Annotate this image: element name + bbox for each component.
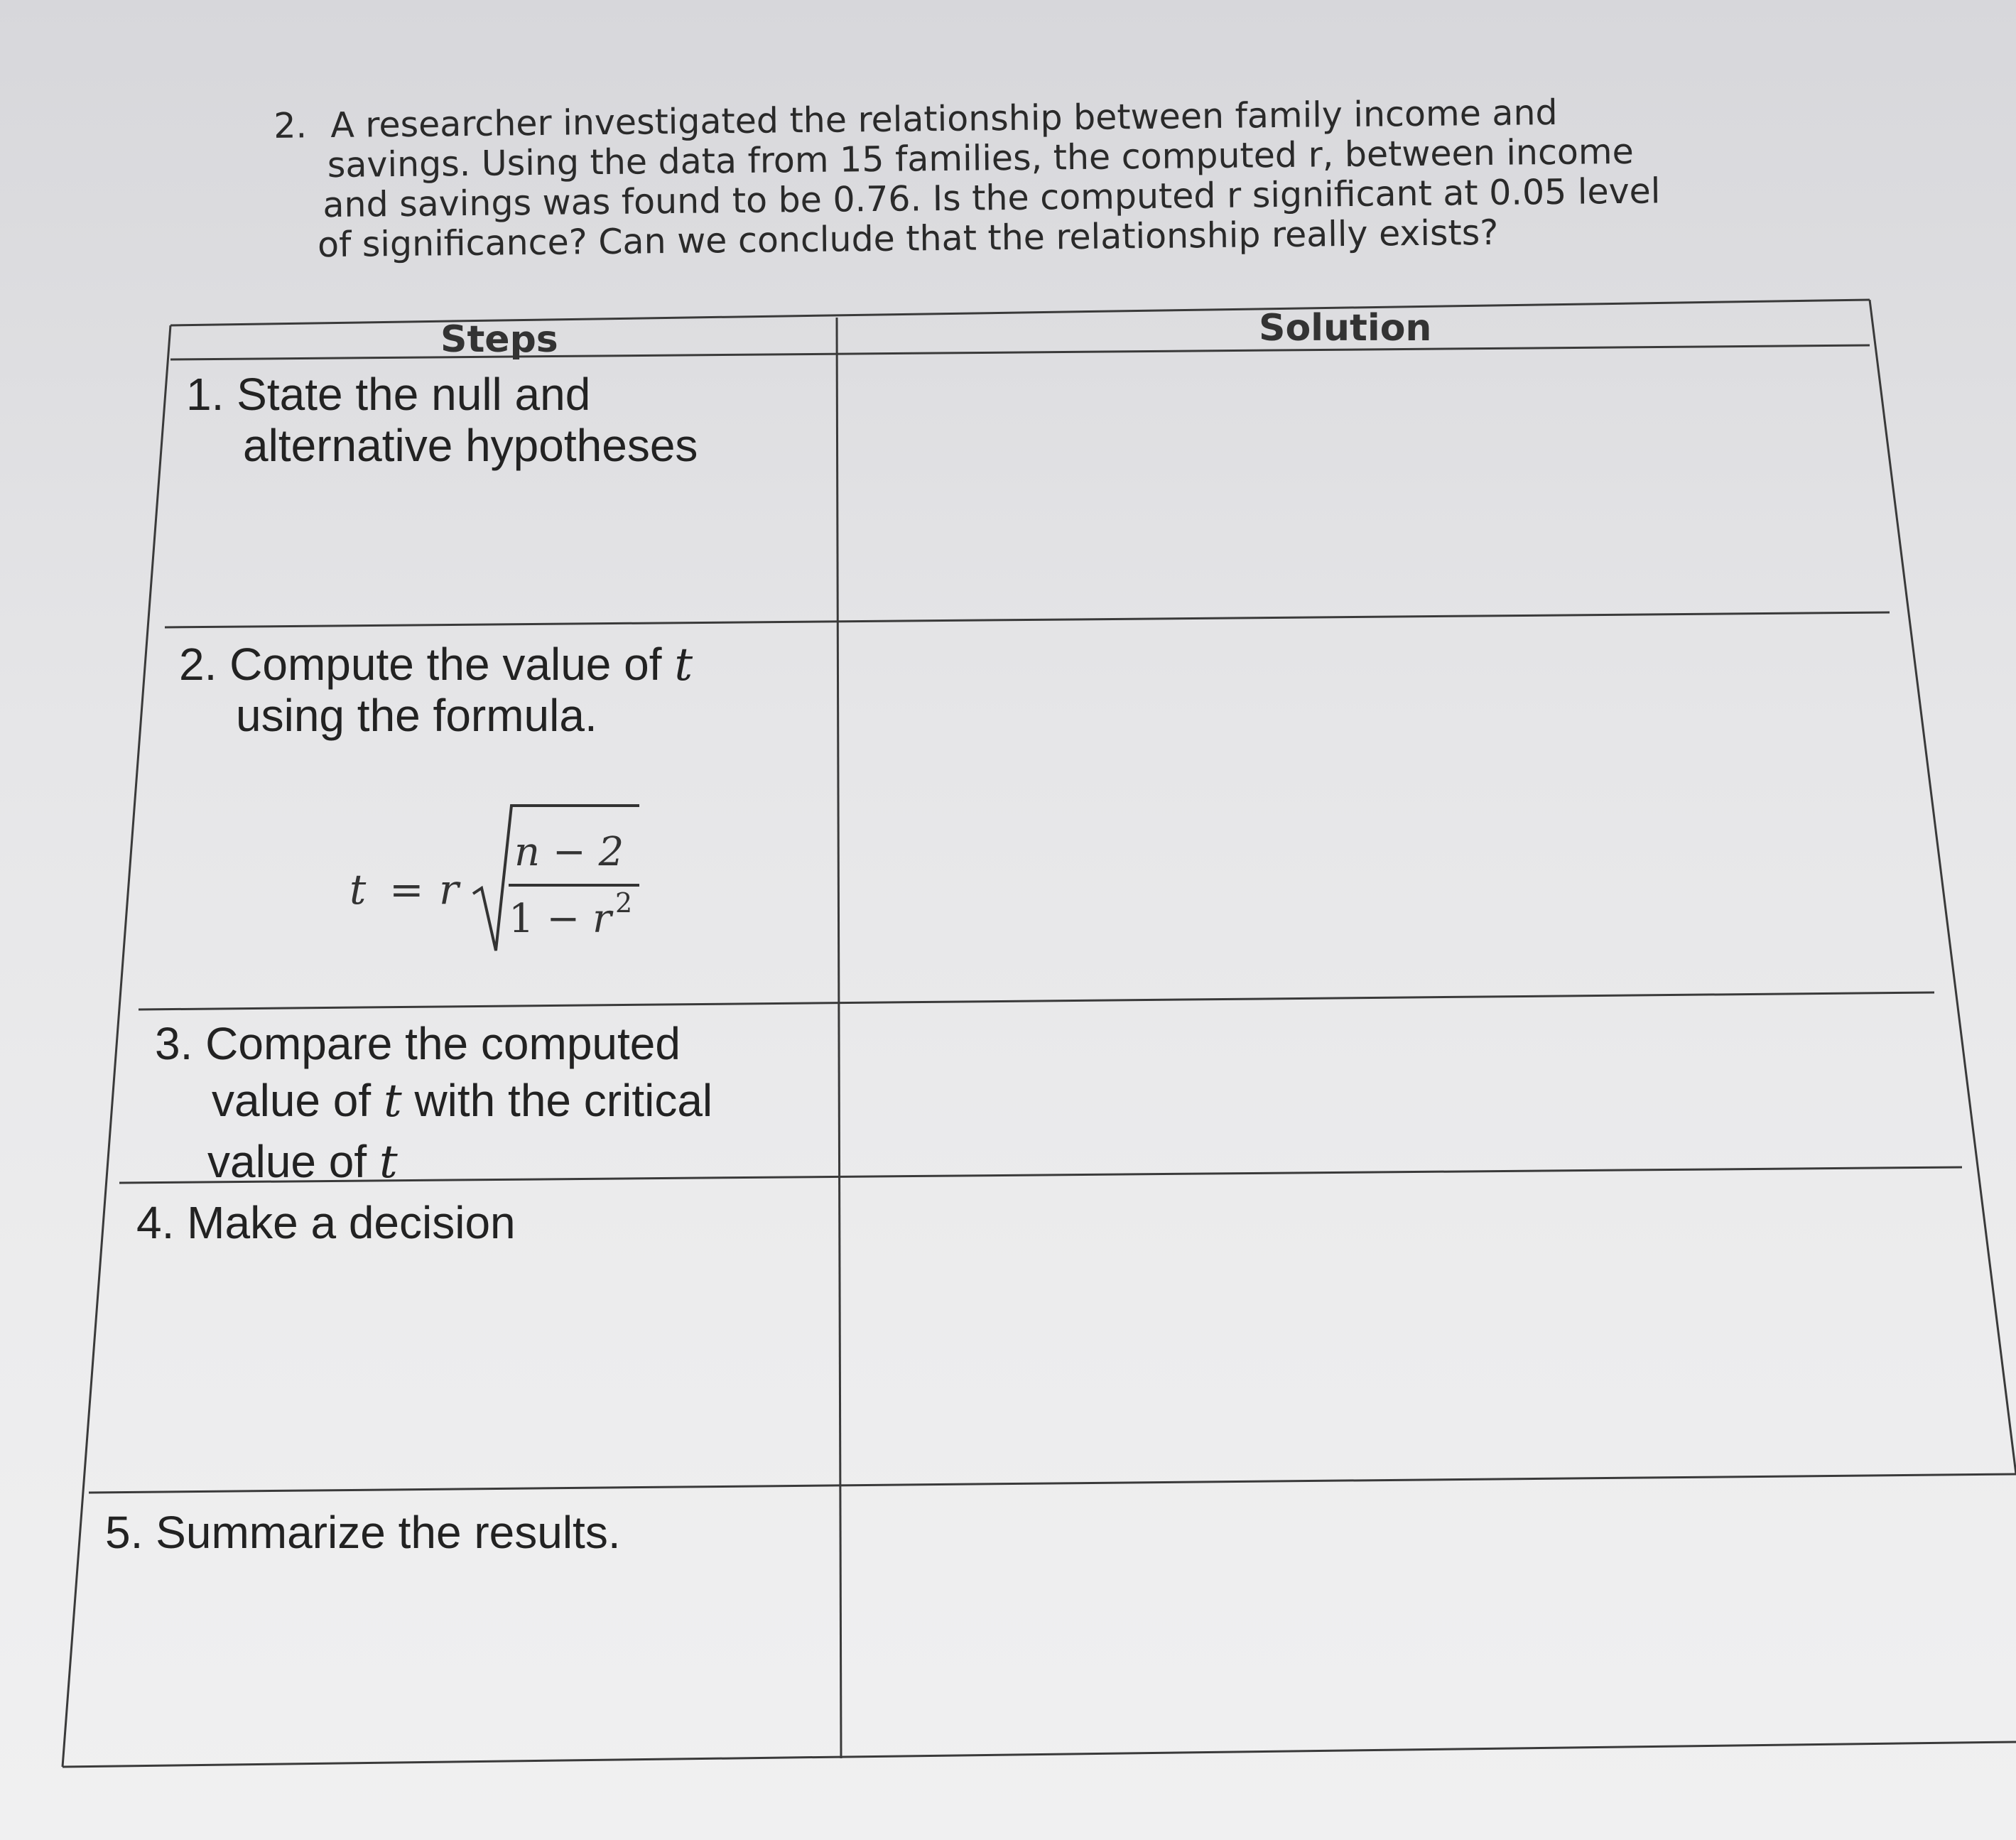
formula-exponent: 2 bbox=[615, 887, 633, 919]
problem-line: A researcher investigated the relationship between family income and bbox=[330, 92, 1558, 146]
formula-t: t bbox=[349, 865, 367, 914]
step-3-text-a: value of bbox=[212, 1075, 372, 1126]
formula-denominator-r: r bbox=[592, 896, 612, 942]
solution-cell-4[interactable] bbox=[852, 1176, 1975, 1474]
step-1-line-1: 1. State the null and bbox=[186, 369, 591, 420]
solution-cell-3[interactable] bbox=[852, 1002, 1939, 1165]
step-3-variable-b: t bbox=[379, 1136, 398, 1189]
solution-cell-5[interactable] bbox=[852, 1485, 2003, 1748]
step-3-line-2 bbox=[212, 1071, 712, 1130]
steps-header: Steps bbox=[440, 318, 558, 361]
table-top-border bbox=[170, 300, 1870, 325]
step-3-variable-a: t bbox=[383, 1075, 402, 1127]
problem-line: and savings was found to be 0.76. Is the computed r significant at 0.05 level bbox=[323, 171, 1661, 226]
step-2-line-2: using the formula. bbox=[236, 690, 597, 741]
formula-equals: = bbox=[389, 865, 424, 914]
formula-graphic bbox=[341, 789, 668, 959]
problem-line: savings. Using the data from 15 families, the computed r, between income bbox=[327, 131, 1635, 186]
step-1-line-2: alternative hypotheses bbox=[243, 420, 698, 471]
step-2-text: 2. Compute the value of bbox=[179, 639, 662, 690]
step-4-line-1: 4. Make a decision bbox=[136, 1197, 516, 1248]
step-3-text-b: with the critical bbox=[414, 1075, 713, 1126]
formula-r: r bbox=[439, 865, 459, 914]
formula-denominator-left: 1 − bbox=[509, 896, 580, 942]
step-2-line-1 bbox=[179, 635, 693, 694]
step-3-line-3 bbox=[207, 1132, 398, 1191]
column-divider bbox=[837, 318, 841, 1758]
formula-numerator: n − 2 bbox=[514, 829, 624, 875]
solution-cell-1[interactable] bbox=[852, 355, 1861, 618]
step-5-line-1: 5. Summarize the results. bbox=[105, 1507, 621, 1558]
problem-line: of significance? Can we conclude that the relationship really exists? bbox=[317, 212, 1499, 266]
step-2-variable: t bbox=[674, 639, 693, 691]
t-formula bbox=[341, 789, 668, 959]
solution-header: Solution bbox=[1259, 307, 1432, 350]
step-3-line-1: 3. Compare the computed bbox=[155, 1018, 681, 1069]
solution-cell-2[interactable] bbox=[852, 632, 1904, 987]
step-3-text-c: value of bbox=[207, 1136, 367, 1187]
problem-number: 2. bbox=[273, 105, 308, 146]
